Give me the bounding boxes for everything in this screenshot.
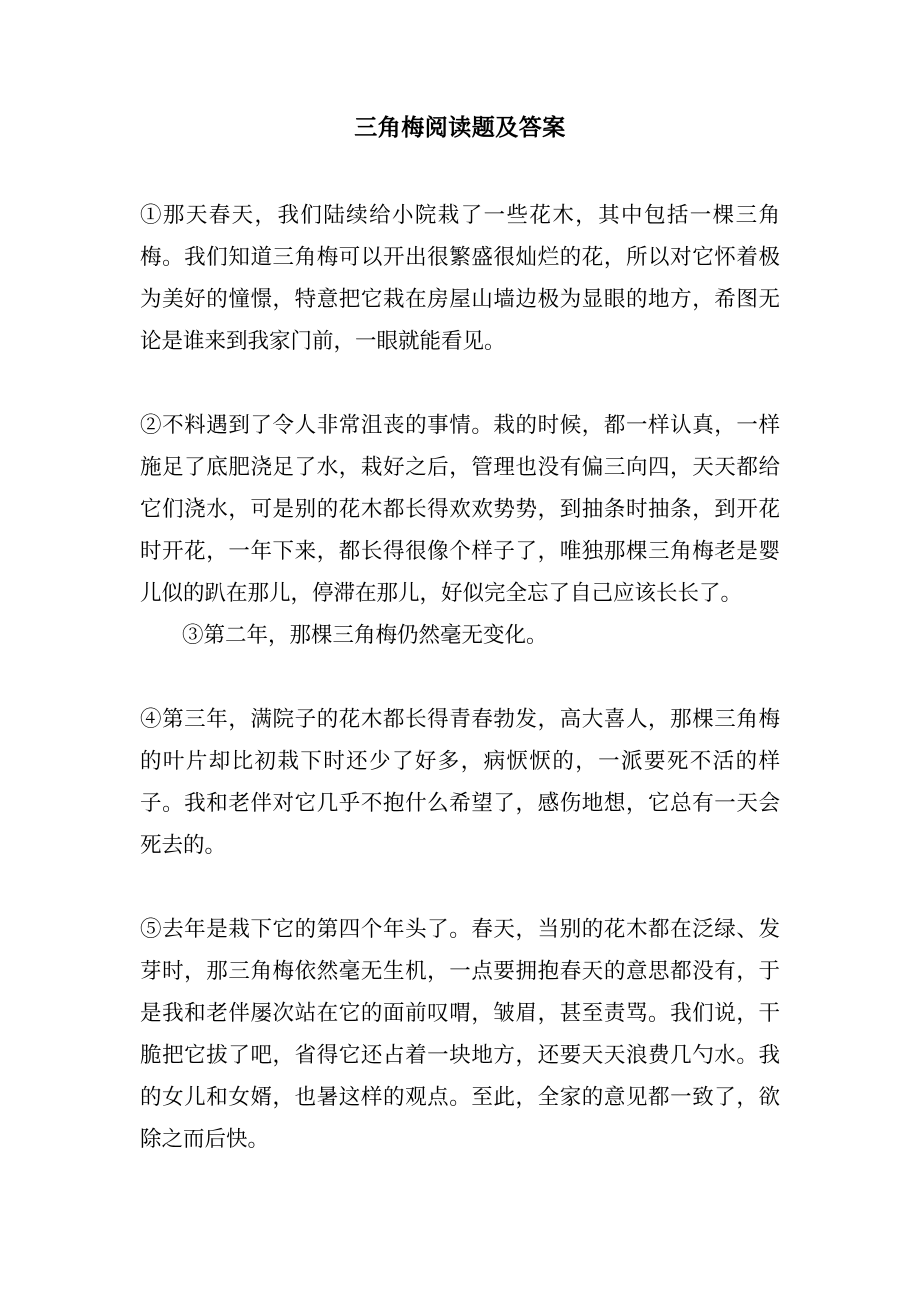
paragraph-4: ④第三年，满院子的花木都长得青春勃发，高大喜人，那棵三角梅的叶片却比初栽下时还少了好多，病恹恹的，一派要死不活的样子。我和老伴对它几乎不抱什么希望了，感伤地想，它总有一天会死去的。: [140, 707, 780, 858]
document-title: 三角梅阅读题及答案: [354, 114, 566, 141]
paragraph-5: ⑤去年是栽下它的第四个年头了。春天，当别的花木都在泛绿、发芽时，那三角梅依然毫无生机，一点要拥抱春天的意思都没有，于是我和老伴屡次站在它的面前叹喟，皱眉，甚至责骂。我们说，干脆把它拔了吧，省得它还占着一块地方，还要天天浪费几勺水。我的女儿和女婿，也暑这样的观点。至此，全家的意见都一致了，欲除之而后快。: [140, 917, 780, 1152]
paragraph-1: ①那天春天，我们陆续给小院栽了一些花木，其中包括一棵三角梅。我们知道三角梅可以开出很繁盛很灿烂的花，所以对它怀着极为美好的憧憬，特意把它栽在房屋山墙边极为显眼的地方，希图无论是谁来到我家门前，一眼就能看见。: [140, 203, 780, 354]
paragraph-2: ②不料遇到了令人非常沮丧的事情。栽的时候，都一样认真，一样施足了底肥浇足了水，栽好之后，管理也没有偏三向四，天天都给它们浇水，可是别的花木都长得欢欢势势，到抽条时抽条，到开花时开花，一年下来，都长得很像个样子了，唯独那棵三角梅老是婴儿似的趴在那儿，停滞在那儿，好似完全忘了自己应该长长了。: [140, 413, 780, 606]
paragraph-3: ③第二年，那棵三角梅仍然毫无变化。: [182, 623, 548, 648]
